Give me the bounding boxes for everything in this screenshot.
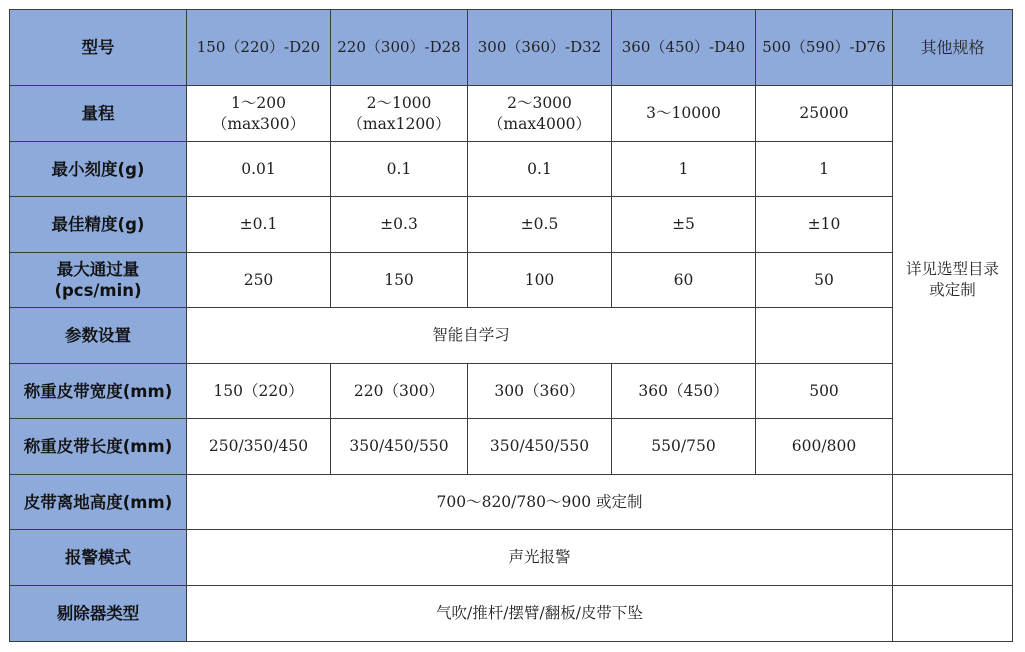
row-params <box>10 308 1013 364</box>
range-value: 3～10000 <box>646 104 721 122</box>
row-label-belt-length: 称重皮带长度(mm) <box>10 419 187 475</box>
rejector-empty-cell <box>893 586 1013 642</box>
belt-length-cell: 250/350/450 <box>187 419 331 475</box>
header-model-5: 500（590）-D76 <box>756 10 893 86</box>
row-belt-height <box>10 475 1013 530</box>
rejector-value: 气吹/推杆/摆臂/翻板/皮带下坠 <box>187 586 893 642</box>
other-specs-note-text: 详见选型目录或定制 <box>905 260 999 299</box>
row-label-belt-height: 皮带离地高度(mm) <box>10 475 187 530</box>
belt-height-empty-cell <box>893 475 1013 530</box>
row-label-alarm: 报警模式 <box>10 530 187 586</box>
row-label-belt-width: 称重皮带宽度(mm) <box>10 364 187 419</box>
min-division-cell: 0.1 <box>331 142 468 197</box>
belt-height-value: 700～820/780～900 或定制 <box>187 475 893 530</box>
alarm-empty-cell <box>893 530 1013 586</box>
header-model-label: 型号 <box>10 10 187 86</box>
throughput-cell: 50 <box>756 253 893 308</box>
throughput-cell: 60 <box>612 253 756 308</box>
belt-width-cell: 150（220） <box>187 364 331 419</box>
other-specs-note <box>893 86 1013 475</box>
throughput-label-main: 最大通过量 <box>56 260 140 279</box>
range-value: 1～200 <box>231 93 286 112</box>
throughput-cell: 100 <box>468 253 612 308</box>
accuracy-cell: ±0.1 <box>187 197 331 253</box>
row-label-min-division: 最小刻度(g) <box>10 142 187 197</box>
accuracy-cell: ±5 <box>612 197 756 253</box>
min-division-cell: 0.1 <box>468 142 612 197</box>
accuracy-cell: ±0.3 <box>331 197 468 253</box>
row-range <box>10 86 1013 142</box>
range-cell-4 <box>612 86 756 142</box>
belt-width-cell: 500 <box>756 364 893 419</box>
belt-width-cell: 360（450） <box>612 364 756 419</box>
range-value: 2～3000 <box>507 93 572 112</box>
header-model-1: 150（220）-D20 <box>187 10 331 86</box>
header-model-2: 220（300）-D28 <box>331 10 468 86</box>
range-cell-3 <box>468 86 612 142</box>
belt-length-cell: 350/450/550 <box>331 419 468 475</box>
row-rejector <box>10 586 1013 642</box>
header-model-4: 360（450）-D40 <box>612 10 756 86</box>
range-cell-2 <box>331 86 468 142</box>
params-empty-cell <box>756 308 893 364</box>
range-value: 2～1000 <box>366 93 432 112</box>
row-min-division <box>10 142 1013 197</box>
min-division-cell: 1 <box>756 142 893 197</box>
range-max: （max4000） <box>487 114 592 133</box>
spec-table <box>9 9 1013 642</box>
row-label-throughput <box>10 253 187 308</box>
row-belt-length <box>10 419 1013 475</box>
throughput-cell: 250 <box>187 253 331 308</box>
belt-length-cell: 350/450/550 <box>468 419 612 475</box>
row-belt-width <box>10 364 1013 419</box>
belt-width-cell: 300（360） <box>468 364 612 419</box>
accuracy-cell: ±0.5 <box>468 197 612 253</box>
belt-length-cell: 600/800 <box>756 419 893 475</box>
throughput-cell: 150 <box>331 253 468 308</box>
throughput-label-unit: (pcs/min) <box>54 281 142 300</box>
range-cell-1 <box>187 86 331 142</box>
belt-length-cell: 550/750 <box>612 419 756 475</box>
row-accuracy <box>10 197 1013 253</box>
range-max: （max300） <box>211 114 306 133</box>
min-division-cell: 1 <box>612 142 756 197</box>
header-row <box>10 10 1013 86</box>
range-cell-5 <box>756 86 893 142</box>
row-alarm <box>10 530 1013 586</box>
range-max: （max1200） <box>347 114 451 133</box>
row-label-rejector: 剔除器类型 <box>10 586 187 642</box>
alarm-value: 声光报警 <box>187 530 893 586</box>
row-label-range: 量程 <box>10 86 187 142</box>
range-value: 25000 <box>799 104 849 122</box>
header-other-specs: 其他规格 <box>893 10 1013 86</box>
accuracy-cell: ±10 <box>756 197 893 253</box>
min-division-cell: 0.01 <box>187 142 331 197</box>
params-value: 智能自学习 <box>187 308 756 364</box>
belt-width-cell: 220（300） <box>331 364 468 419</box>
header-model-3: 300（360）-D32 <box>468 10 612 86</box>
row-throughput <box>10 253 1013 308</box>
row-label-params: 参数设置 <box>10 308 187 364</box>
row-label-accuracy: 最佳精度(g) <box>10 197 187 253</box>
